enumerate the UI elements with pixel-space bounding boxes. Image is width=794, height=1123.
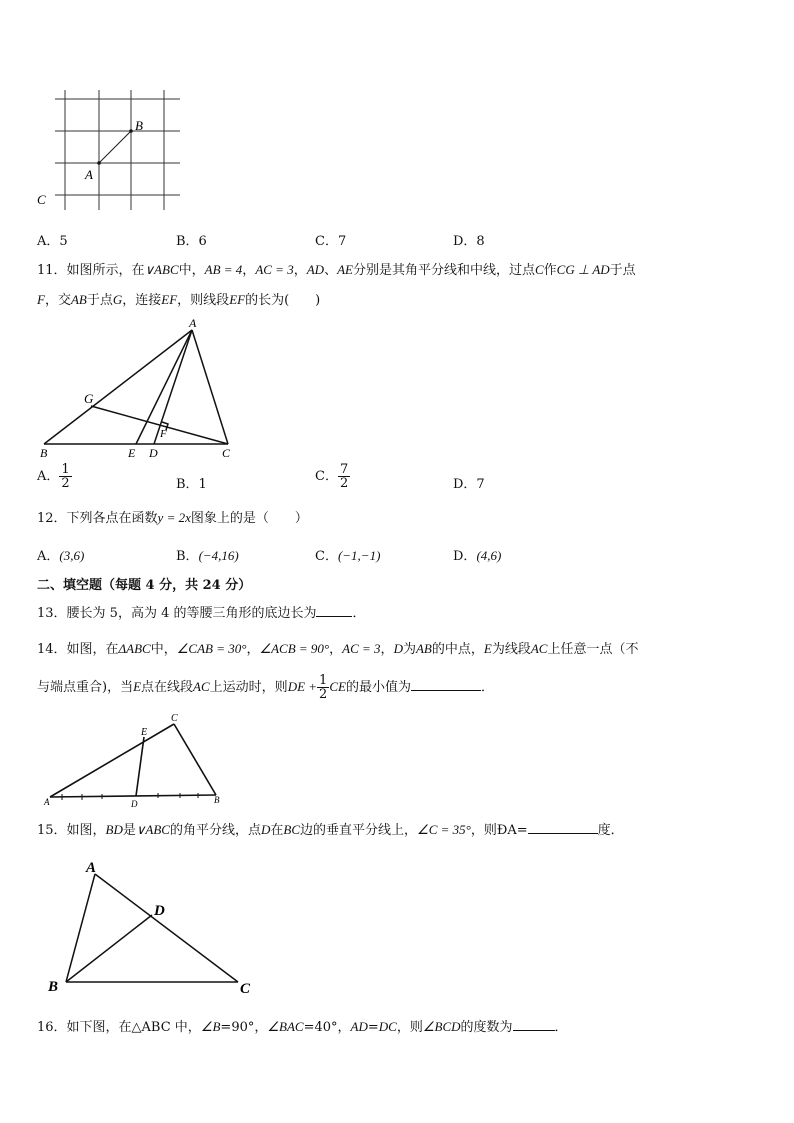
q10-option-b: B．6 <box>176 234 207 249</box>
answer-blank[interactable] <box>411 678 481 691</box>
fraction-half: $\frac{1}{2}$ <box>319 673 328 702</box>
label-c: C <box>222 446 231 460</box>
q11-option-b: B．1 <box>176 477 207 492</box>
label-d: D <box>154 903 165 919</box>
label-d: D <box>131 799 138 809</box>
label-d: D <box>149 446 158 460</box>
q11-option-a: A． $\frac{1}{2}$ <box>37 462 70 491</box>
triangle-figure-q14 <box>38 710 238 810</box>
q11-option-c: C． $\frac{7}{2}$ <box>315 462 349 491</box>
answer-blank[interactable] <box>513 1018 555 1031</box>
q12-option-a: A．(3,6) <box>37 548 85 564</box>
label-e: E <box>141 727 148 738</box>
label-a: A <box>189 316 197 330</box>
q12-question: 12．下列各点在函数y = 2x图象上的是（ ） <box>37 510 308 526</box>
q10-option-c: C．7 <box>315 234 347 249</box>
label-f: F <box>160 428 167 440</box>
q14-question-line2: 与端点重合)，当E点在线段AC上运动时，则DE + $\frac{1}{2}$ CE的最小值为 ． <box>37 673 494 702</box>
grid-figure <box>30 85 190 215</box>
label-c: C <box>37 192 46 207</box>
q11-question-line1: 11．如图所示，在∨ABC中，AB = 4，AC = 3，AD、AE分别是其角平分线和中线，过点C作CG ⊥ AD于点 <box>37 262 636 278</box>
q14-question-line1: 14．如图，在ΔABC中，∠CAB = 30°，∠ACB = 90°，AC = 3，D为AB的中点，E为线段AC上任意一点（不 <box>37 641 639 657</box>
section-heading-fill-in: 二、填空题（每题 4 分，共 24 分） <box>37 578 252 593</box>
q12-option-d: D．(4,6) <box>453 548 502 564</box>
label-a: A <box>85 167 93 182</box>
label-c: C <box>240 981 251 997</box>
label-b: B <box>48 979 59 995</box>
triangle-figure-q11 <box>30 312 250 462</box>
label-b: B <box>214 795 220 805</box>
q12-option-b: B．(−4,16) <box>176 548 239 564</box>
answer-blank[interactable] <box>528 821 598 834</box>
q13-question: 13．腰长为 5，高为 4 的等腰三角形的底边长为 ． <box>37 606 366 621</box>
q10-option-d: D．8 <box>453 234 485 249</box>
answer-blank[interactable] <box>316 604 352 617</box>
label-b: B <box>40 446 48 460</box>
label-c: C <box>171 713 178 724</box>
q12-option-c: C．(−1,−1) <box>315 548 381 564</box>
triangle-figure-q15 <box>40 855 270 1005</box>
label-a: A <box>44 797 50 807</box>
label-e: E <box>128 446 136 460</box>
label-b: B <box>135 118 143 133</box>
q16-question: 16．如下图，在△ABC 中，∠B=90°，∠BAC=40°，AD=DC，则∠BCD的度数为 ． <box>37 1019 568 1035</box>
label-a: A <box>86 860 97 876</box>
label-g: G <box>84 391 94 406</box>
q10-option-a: A．5 <box>37 234 68 249</box>
q15-question: 15．如图，BD是∨ABC的角平分线，点D在BC边的垂直平分线上，∠C = 35°，则ĐA= 度． <box>37 822 624 838</box>
q11-question-line2: F，交AB于点G，连接EF，则线段EF的长为( ) <box>37 292 321 308</box>
q11-option-d: D．7 <box>453 477 485 492</box>
